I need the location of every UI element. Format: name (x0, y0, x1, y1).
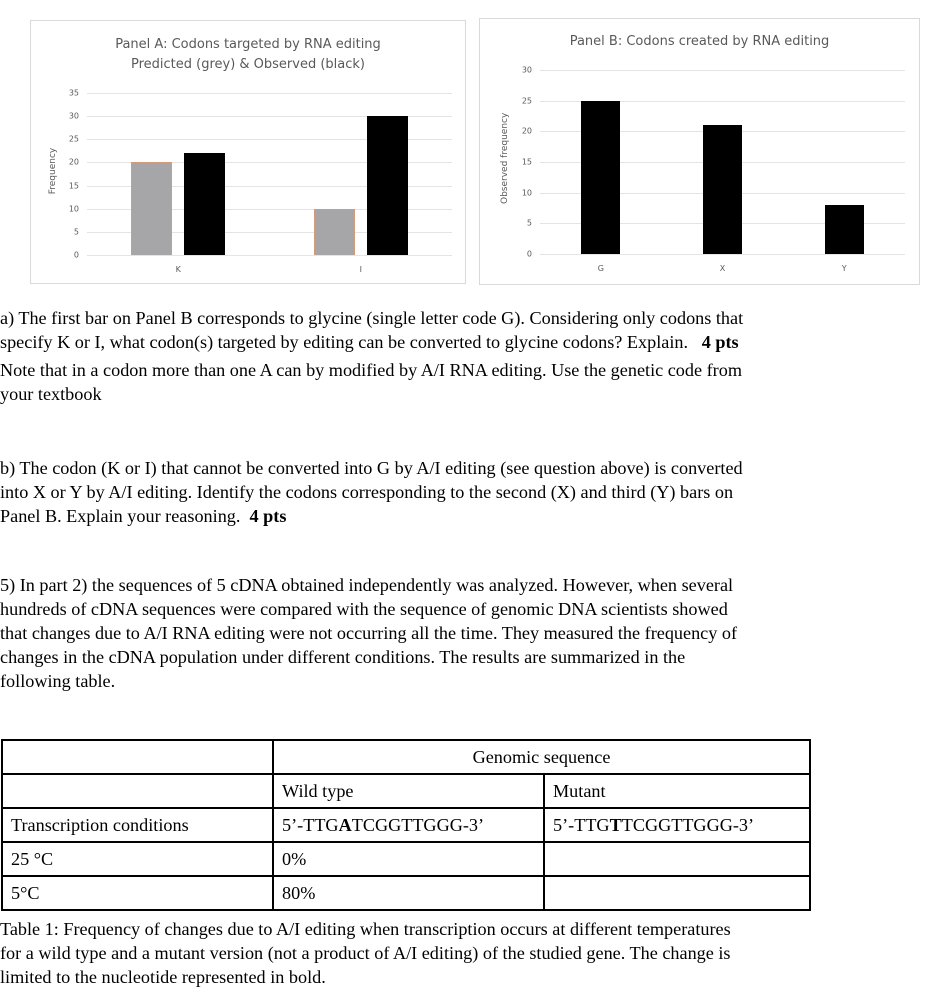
y-tick-label: 25 (68, 134, 79, 144)
bar-i-observed (367, 116, 408, 255)
y-tick-label: 5 (526, 218, 532, 228)
y-tick-label: 20 (68, 157, 79, 167)
table-header-genomic-sequence: Genomic sequence (273, 740, 810, 774)
caption-line1: Table 1: Frequency of changes due to A/I editing when transcription occurs at different temperatures (0, 919, 731, 939)
table-cell-mutant-sequence (544, 808, 810, 842)
panel-b-chart (479, 18, 920, 285)
table-row (2, 876, 810, 910)
gridline (540, 254, 905, 255)
x-tick-label: G (597, 264, 604, 273)
question-b-line2: into X or Y by A/I editing. Identify the codons corresponding to the second (X) and third (Y) bars on (0, 482, 734, 502)
question-b-points: 4 pts (249, 506, 287, 526)
table-cell-condition: 25 °C (2, 842, 273, 876)
panel-a-plot-area (87, 93, 452, 255)
sequence-suffix: TCGGTTGGG-3’ (621, 814, 755, 835)
table-cell-wild-value: 0% (273, 842, 544, 876)
sequence-prefix: 5’-TTG (553, 814, 610, 835)
panel-b-plot-area (540, 70, 905, 254)
x-tick-label: I (359, 265, 362, 274)
question-b-line1: b) The codon (K or I) that cannot be converted into G by A/I editing (see question above) is converted (0, 458, 743, 478)
table-cell-wild-value: 80% (273, 876, 544, 910)
y-tick-label: 0 (526, 249, 532, 259)
question-5-line: changes in the cDNA population under different conditions. The results are summarized in the (0, 647, 686, 667)
sequence-suffix: TCGGTTGGG-3’ (351, 814, 485, 835)
results-table (1, 739, 811, 911)
table-header-mutant: Mutant (544, 774, 810, 808)
question-a (0, 306, 743, 406)
panel-a-subtitle: Predicted (grey) & Observed (black) (130, 57, 366, 72)
question-b-line3: Panel B. Explain your reasoning. (0, 506, 241, 526)
y-tick-label: 15 (68, 181, 79, 191)
table-cell-empty (2, 774, 273, 808)
caption-line2: for a wild type and a mutant version (not a product of A/I editing) of the studied gene. The change is (0, 943, 731, 963)
panel-b-title: Panel B: Codons created by RNA editing (569, 34, 830, 49)
question-a-note1: Note that in a codon more than one A can by modified by A/I RNA editing. Use the genetic code from (0, 360, 742, 380)
table-header-row (2, 740, 810, 774)
sequence-prefix: 5’-TTG (282, 814, 339, 835)
panel-b-y-axis-label: Observed frequency (500, 112, 510, 204)
x-tick-label: Y (841, 264, 847, 273)
panel-a-chart (30, 20, 466, 284)
question-b (0, 456, 743, 528)
y-tick-label: 30 (68, 111, 79, 121)
gridline (87, 93, 452, 94)
table-row (2, 808, 810, 842)
table-cell-wild-sequence (273, 808, 544, 842)
question-a-points: 4 pts (701, 332, 739, 352)
y-tick-label: 5 (73, 227, 79, 237)
panel-a-title: Panel A: Codons targeted by RNA editing (115, 37, 381, 52)
question-a-note2: your textbook (0, 384, 102, 404)
y-tick-label: 25 (521, 96, 532, 106)
question-5-line: following table. (0, 671, 116, 691)
bar-k-predicted (131, 162, 172, 255)
question-a-line2: specify K or I, what codon(s) targeted by editing can be converted to glycine codons? Explain. (0, 332, 689, 352)
sequence-bold-nucleotide: A (338, 814, 352, 835)
table-caption (0, 917, 950, 989)
y-tick-label: 15 (521, 157, 532, 167)
table-cell-conditions-label: Transcription conditions (2, 808, 273, 842)
bar-k-observed (184, 153, 225, 255)
question-5-line: 5) In part 2) the sequences of 5 cDNA obtained independently was analyzed. However, when several (0, 575, 734, 595)
table-row (2, 842, 810, 876)
table-header-wild-type: Wild type (273, 774, 544, 808)
panel-a-y-axis-label: Frequency (48, 147, 58, 195)
y-tick-label: 30 (521, 65, 532, 75)
y-tick-label: 20 (521, 126, 532, 136)
sequence-bold-nucleotide: T (609, 814, 622, 835)
table-cell-empty (2, 740, 273, 774)
question-5-line: that changes due to A/I RNA editing were not occurring all the time. They measured the frequency of (0, 623, 738, 643)
x-tick-label: K (175, 265, 181, 274)
question-5-line: hundreds of cDNA sequences were compared with the sequence of genomic DNA scientists showed (0, 599, 728, 619)
y-tick-label: 0 (73, 250, 79, 260)
gridline (540, 70, 905, 71)
table-cell-condition: 5°C (2, 876, 273, 910)
table-cell-mutant-value (544, 842, 810, 876)
y-tick-label: 35 (68, 88, 79, 98)
y-tick-label: 10 (68, 204, 79, 214)
table-cell-mutant-value (544, 876, 810, 910)
bar-y (825, 205, 864, 254)
x-tick-label: X (719, 264, 726, 273)
gridline (87, 255, 452, 256)
bar-i-predicted (314, 209, 355, 255)
bar-x (703, 125, 742, 254)
question-a-line1: a) The first bar on Panel B corresponds to glycine (single letter code G). Considering only codons that (0, 308, 744, 328)
caption-line3: limited to the nucleotide represented in bold. (0, 967, 326, 987)
y-tick-label: 10 (521, 188, 532, 198)
question-5 (0, 573, 737, 693)
bar-g (581, 101, 620, 254)
table-subheader-row (2, 774, 810, 808)
